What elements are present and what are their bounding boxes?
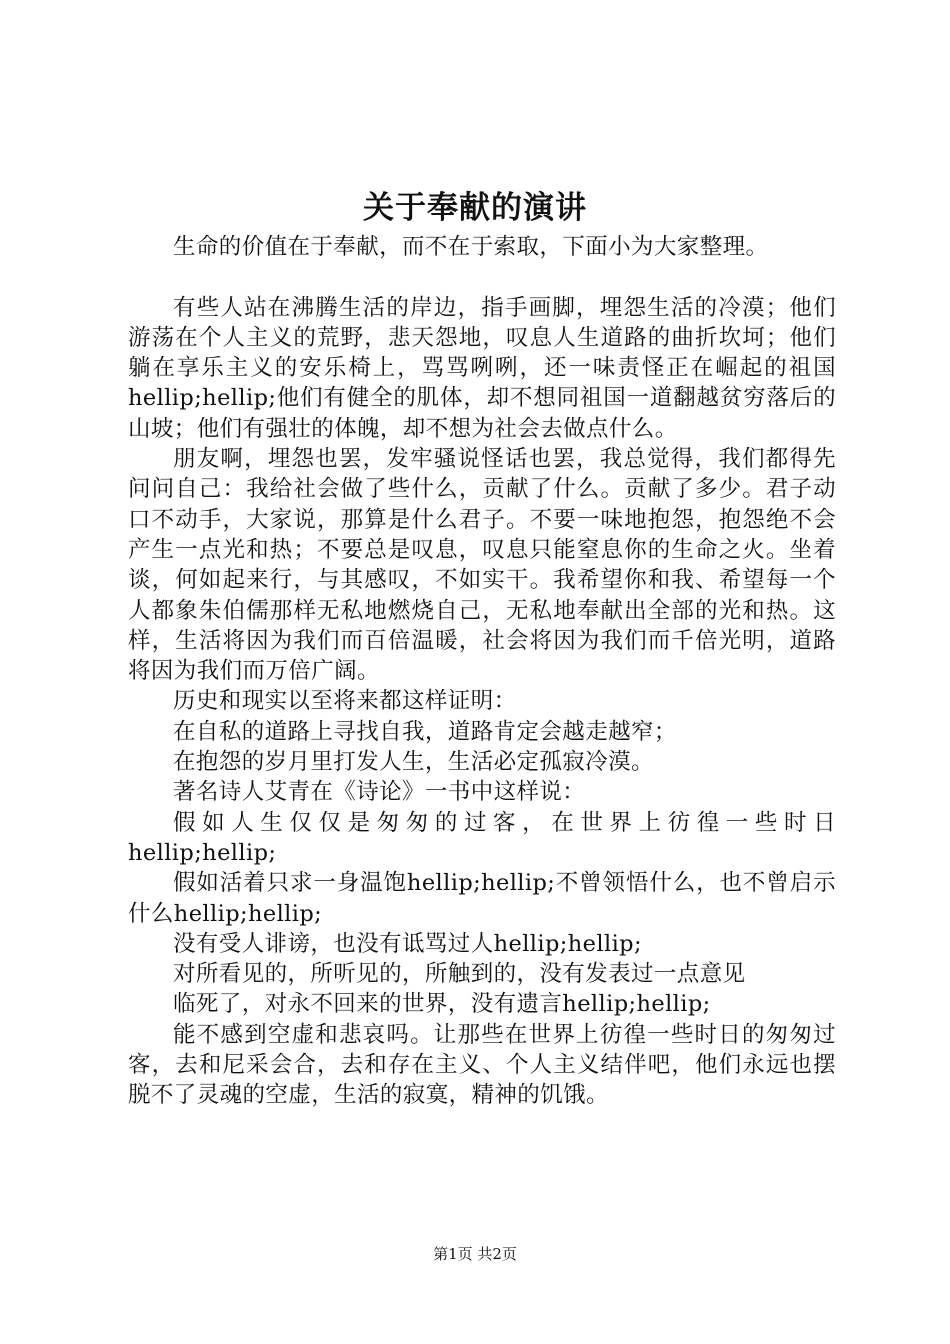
paragraph: 历史和现实以至将来都这样证明：	[173, 688, 517, 715]
paragraph-intro: 生命的价值在于奉献，而不在于索取，下面小为大家整理。	[173, 234, 769, 260]
paragraph: 在自私的道路上寻找自我，道路肯定会越走越窄；	[173, 718, 677, 745]
document-title: 关于奉献的演讲	[363, 190, 587, 226]
document-body	[128, 232, 836, 1111]
poem-line: 假如活着只求一身温饱hellip;hellip;不曾领悟什么，也不曾启示什么hellip;hellip;	[128, 870, 836, 927]
paragraph: 朋友啊，埋怨也罢，发牢骚说怪话也罢，我总觉得，我们都得先问问自己：我给社会做了些什么，贡献了什么。贡献了多少。君子动口不动手，大家说，那算是什么君子。不要一味地抱怨，抱怨绝不会产生一点光和热；不要总是叹息，叹息只能窒息你的生命之火。坐着谈，何如起来行，与其感叹，不如实干。我希望你和我、希望每一个人都象朱伯儒那样无私地燃烧自己，无私地奉献出全部的光和热。这样，生活将因为我们而百倍温暖，社会将因为我们而千倍光明，道路将因为我们而万倍广阔。	[128, 446, 836, 685]
paragraph: 著名诗人艾青在《诗论》一书中这样说：	[173, 779, 586, 806]
paragraph: 有些人站在沸腾生活的岸边，指手画脚，埋怨生活的冷漠；他们游荡在个人主义的荒野，悲天怨地，叹息人生道路的曲折坎坷；他们躺在享乐主义的安乐椅上，骂骂咧咧，还一味责怪正在崛起的祖国hellip;hellip;他们有健全的肌体，却不想同祖国一道翻越贫穷落后的山坡；他们有强壮的体魄，却不想为社会去做点什么。	[128, 294, 836, 442]
poem-line: 假如人生仅仅是匆匆的过客，在世界上彷徨一些时日hellip;hellip;	[128, 809, 836, 866]
page-number-footer: 第1页 共2页	[433, 1245, 517, 1263]
paragraph-spacer	[128, 262, 836, 292]
paragraph: 能不感到空虚和悲哀吗。让那些在世界上彷徨一些时日的匆匆过客，去和尼采会合，去和存在主义、个人主义结伴吧，他们永远也摆脱不了灵魂的空虚，生活的寂寞，精神的饥饿。	[128, 1021, 836, 1109]
paragraph: 在抱怨的岁月里打发人生，生活必定孤寂冷漠。	[173, 749, 654, 776]
poem-line: 临死了，对永不回来的世界，没有遗言hellip;hellip;	[173, 991, 711, 1018]
poem-line: 对所看见的，所听见的，所触到的，没有发表过一点意见	[173, 961, 746, 988]
poem-line: 没有受人诽谤，也没有诋骂过人hellip;hellip;	[173, 930, 642, 957]
